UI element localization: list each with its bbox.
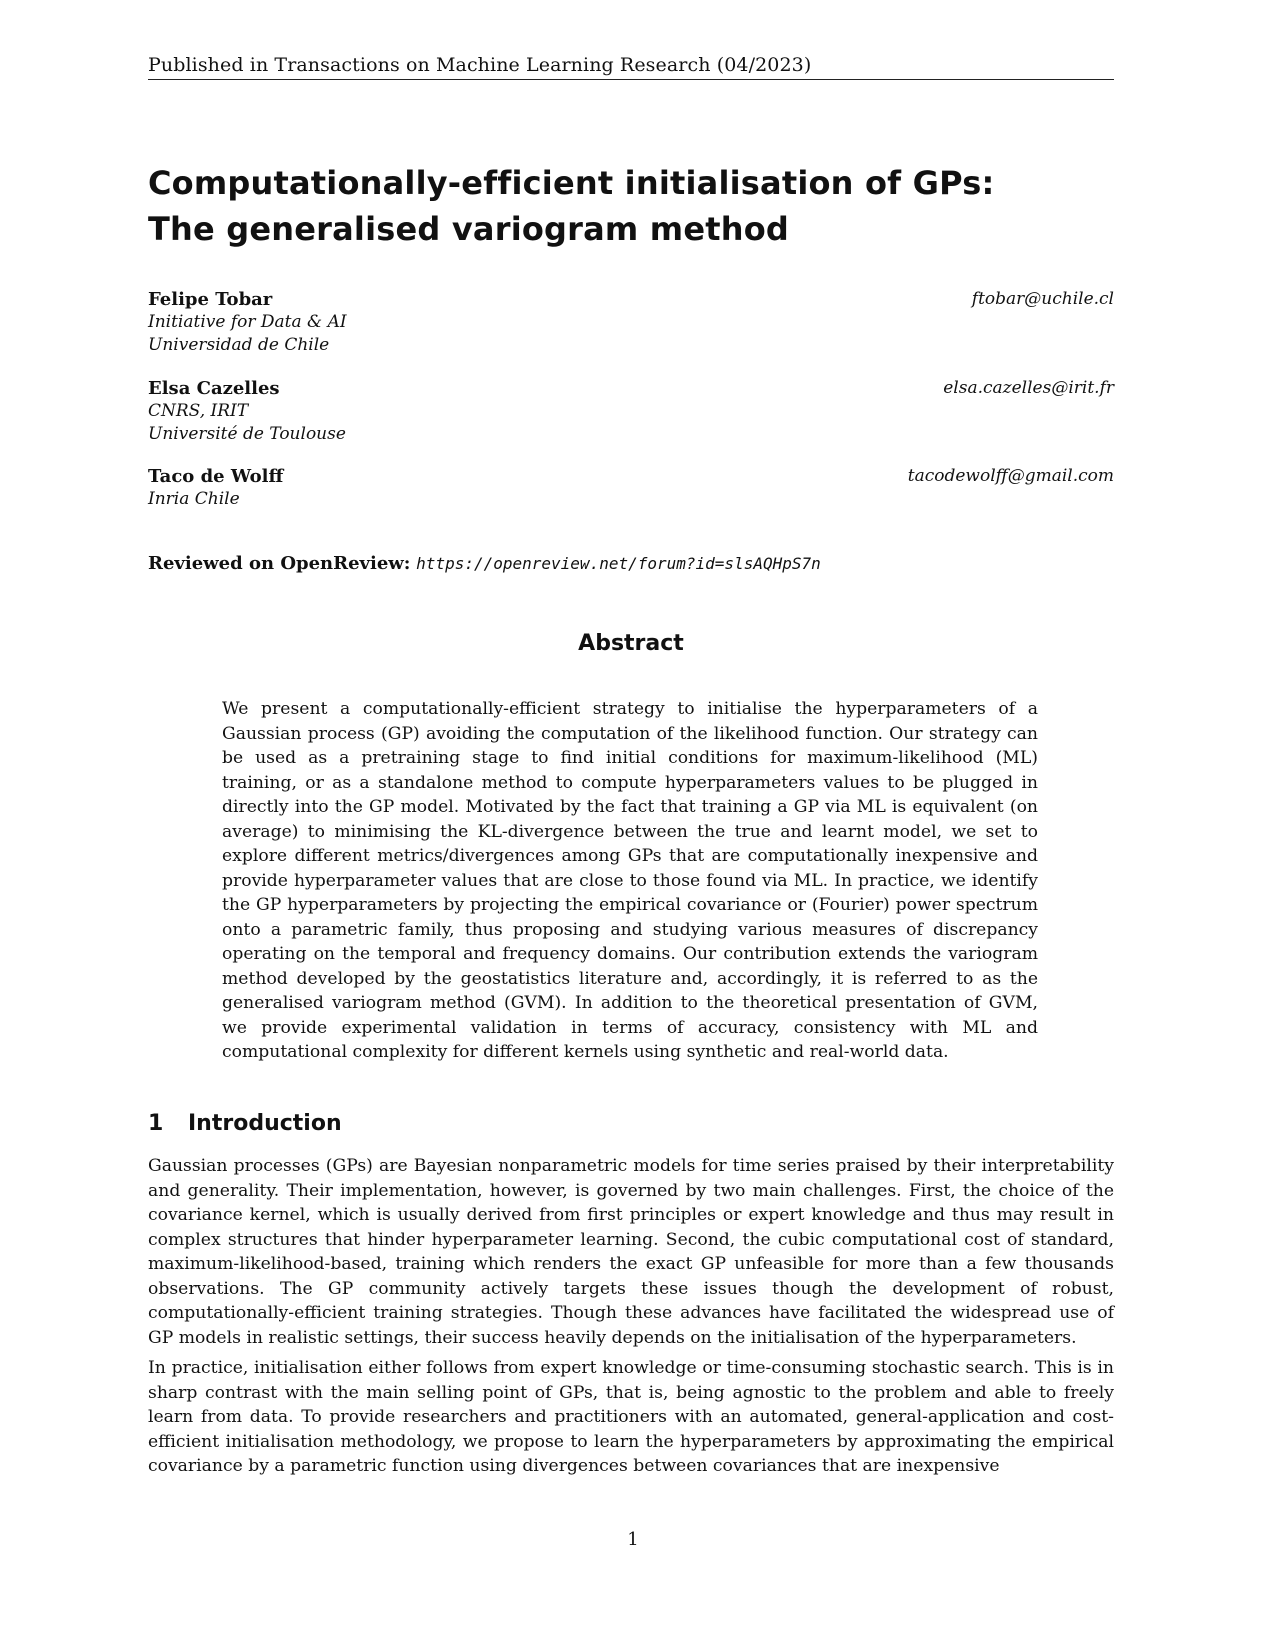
author-affiliation: Université de Toulouse — [148, 424, 346, 444]
author-block-2 — [148, 377, 1114, 446]
page-number: 1 — [627, 1529, 639, 1550]
body-paragraph-2: In practice, initialisation either follows from expert knowledge or time-consuming stochastic search. This is in sharp contrast with the main selling point of GPs, that is, being agnostic to the problem and able to freely learn from data. To provide researchers and practitioners with an automated, general-application and cost-efficient initialisation methodology, we propose to learn the hyperparameters by approximating the empirical covariance by a parametric function using divergences between covariances that are inexpensive — [148, 1358, 1114, 1476]
paper-title — [148, 160, 1114, 252]
author-affiliation: CNRS, IRIT — [148, 401, 249, 421]
author-email: tacodewolff@gmail.com — [907, 466, 1114, 486]
author-affiliation: Universidad de Chile — [148, 335, 330, 355]
author-block-1 — [148, 288, 1114, 357]
section-title: Introduction — [188, 1111, 342, 1136]
body-paragraph-1: Gaussian processes (GPs) are Bayesian nonparametric models for time series praised by their interpretability and generality. Their implementation, however, is governed by two main challenges. First, the choice of the covariance kernel, which is usually derived from first principles or expert knowledge and thus may result in complex structures that hinder hyperparameter learning. Second, the cubic computational cost of standard, maximum-likelihood-based, training which renders the exact GP unfeasible for more than a few thousands observations. The GP community actively targets these issues though the development of robust, computationally-efficient training strategies. Though these advances have facilitated the widespread use of GP models in realistic settings, their success heavily depends on the initialisation of the hyperparameters. — [148, 1156, 1114, 1348]
author-email: ftobar@uchile.cl — [971, 289, 1114, 309]
author-email: elsa.cazelles@irit.fr — [943, 378, 1114, 398]
review-line — [148, 552, 821, 576]
section-heading — [148, 1110, 1114, 1138]
paper-title-line-2: The generalised variogram method — [148, 210, 790, 248]
abstract-heading: Abstract — [578, 631, 684, 656]
running-header: Published in Transactions on Machine Learning Research (04/2023) — [148, 54, 812, 76]
author-affiliation: Inria Chile — [148, 489, 240, 509]
section-number: 1 — [148, 1111, 164, 1136]
author-block-3 — [148, 465, 1114, 511]
author-name: Elsa Cazelles — [148, 378, 280, 399]
header-rule — [148, 79, 1114, 80]
author-name: Felipe Tobar — [148, 289, 273, 310]
author-name: Taco de Wolff — [148, 466, 284, 487]
abstract-text: We present a computationally-efficient strategy to initialise the hyperparameters of a Gaussian process (GP) avoiding the computation of the likelihood function. Our strategy can be used as a pretraining stage to find initial conditions for maximum-likelihood (ML) training, or as a standalone method to compute hyperparameters values to be plugged in directly into the GP model. Motivated by the fact that training a GP via ML is equivalent (on average) to minimising the KL-divergence between the true and learnt model, we set to explore different metrics/divergences among GPs that are computationally inexpensive and provide hyperparameter values that are close to those found via ML. In practice, we identify the GP hyperparameters by projecting the empirical covariance or (Fourier) power spectrum onto a parametric family, thus proposing and studying various measures of discrepancy operating on the temporal and frequency domains. Our contribution extends the variogram method developed by the geostatistics literature and, accordingly, it is referred to as the generalised variogram method (GVM). In addition to the theoretical presentation of GVM, we provide experimental validation in terms of accuracy, consistency with ML and computational complexity for different kernels using synthetic and real-world data. — [222, 699, 1038, 1062]
author-affiliation: Initiative for Data & AI — [148, 312, 347, 332]
review-label: Reviewed on OpenReview: — [148, 553, 411, 574]
openreview-link[interactable]: https://openreview.net/forum?id=slsAQHpS7n — [416, 554, 821, 573]
paper-title-line-1: Computationally-efficient initialisation of GPs: — [148, 164, 995, 202]
